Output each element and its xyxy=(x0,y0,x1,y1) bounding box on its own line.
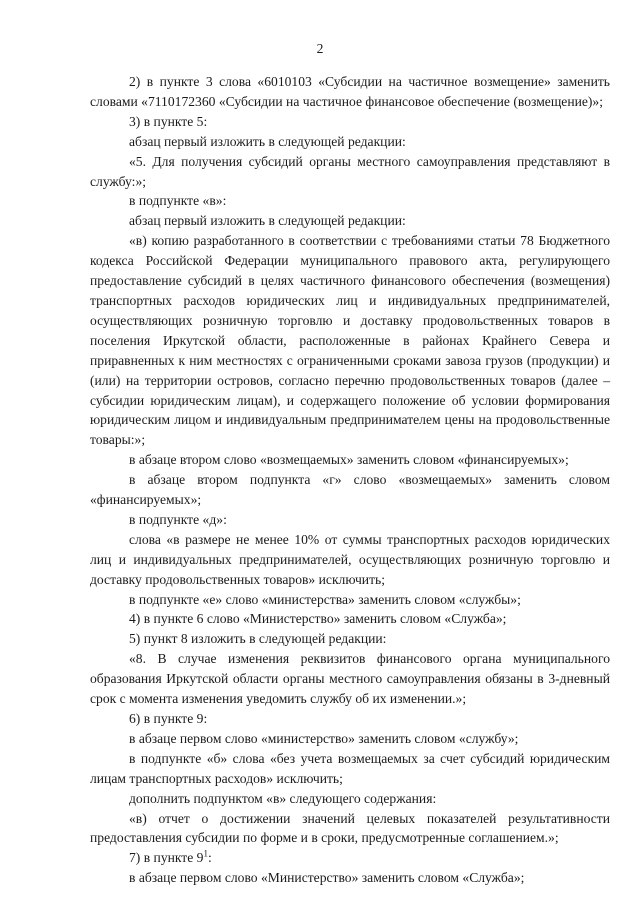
document-body xyxy=(90,72,610,888)
paragraph: абзац первый изложить в следующей редакции: xyxy=(129,213,406,229)
paragraph: в подпункте «е» слово «министерства» заменить словом «службы»; xyxy=(129,591,521,607)
paragraph: 5) пункт 8 изложить в следующей редакции: xyxy=(129,631,387,647)
page-number: 2 xyxy=(316,41,324,56)
paragraph: в абзаце первом слово «министерство» заменить словом «службу»; xyxy=(129,730,519,746)
paragraph-with-superscript xyxy=(90,848,610,868)
paragraph: в подпункте «д»: xyxy=(129,511,227,527)
paragraph: «5. Для получения субсидий органы местного самоуправления представляют в службу:»; xyxy=(90,153,610,189)
paragraph: в подпункте «в»: xyxy=(129,193,227,209)
paragraph: «8. В случае изменения реквизитов финансового органа муниципального образования Иркутской области органы местного самоуправления обязаны в 3-дневный срок с момента изменения уведомить службу об их изменении.»; xyxy=(90,651,610,707)
paragraph: «в) отчет о достижении значений целевых показателей результативности предоставления субсидии по форме и в сроки, предусмотренные соглашением.»; xyxy=(90,810,610,846)
paragraph: дополнить подпунктом «в» следующего содержания: xyxy=(129,790,437,806)
paragraph: в абзаце первом слово «Министерство» заменить словом «Служба»; xyxy=(129,870,525,886)
paragraph: в абзаце втором подпункта «г» слово «возмещаемых» заменить словом «финансируемых»; xyxy=(90,472,610,508)
paragraph: 2) в пункте 3 слова «6010103 «Субсидии на частичное возмещение» заменить словами «7110172360 «Субсидии на частичное финансовое обеспечение (возмещение)»; xyxy=(90,74,610,109)
paragraph: в абзаце втором слово «возмещаемых» заменить словом «финансируемых»; xyxy=(129,452,569,468)
paragraph: слова «в размере не менее 10% от суммы транспортных расходов юридических лиц и индивидуальных предпринимателей, осуществляющих розничную торговлю и доставку продовольственных товаров» исключить; xyxy=(90,531,610,587)
paragraph: абзац первый изложить в следующей редакции: xyxy=(129,133,406,149)
paragraph: 4) в пункте 6 слово «Министерство» заменить словом «Служба»; xyxy=(129,611,507,627)
paragraph: в подпункте «б» слова «без учета возмещаемых за счет субсидий юридическим лицам транспортных расходов» исключить; xyxy=(90,750,610,786)
paragraph: 6) в пункте 9: xyxy=(129,711,208,726)
paragraph-colon: : xyxy=(207,850,212,866)
paragraph: «в) копию разработанного в соответствии с требованиями статьи 78 Бюджетного кодекса Российской Федерации муниципального правового акта, регулирующего предоставление субсидий в целях частичного финансового обеспечения (возмещения) транспортных расходов юридических лиц и индивидуальных предпринимателей, осуществляющих розничную торговлю и доставку продовольственных товаров в поселения Иркутской области, расположенные в районах Крайнего Севера и приравненных к ним местностях с ограниченными сроками завоза грузов (продукции) и (или) на территории островов, согласно перечню продовольственных товаров (далее – субсидии юридическим лицам), и содержащего положение об условии формирования юридическим лицом и индивидуальным предпринимателем цены на продовольственные товары:»; xyxy=(90,233,610,448)
paragraph: 3) в пункте 5: xyxy=(129,113,208,129)
superscript: 1 xyxy=(203,848,208,859)
paragraph-text: 7) в пункте 9 xyxy=(129,850,204,866)
